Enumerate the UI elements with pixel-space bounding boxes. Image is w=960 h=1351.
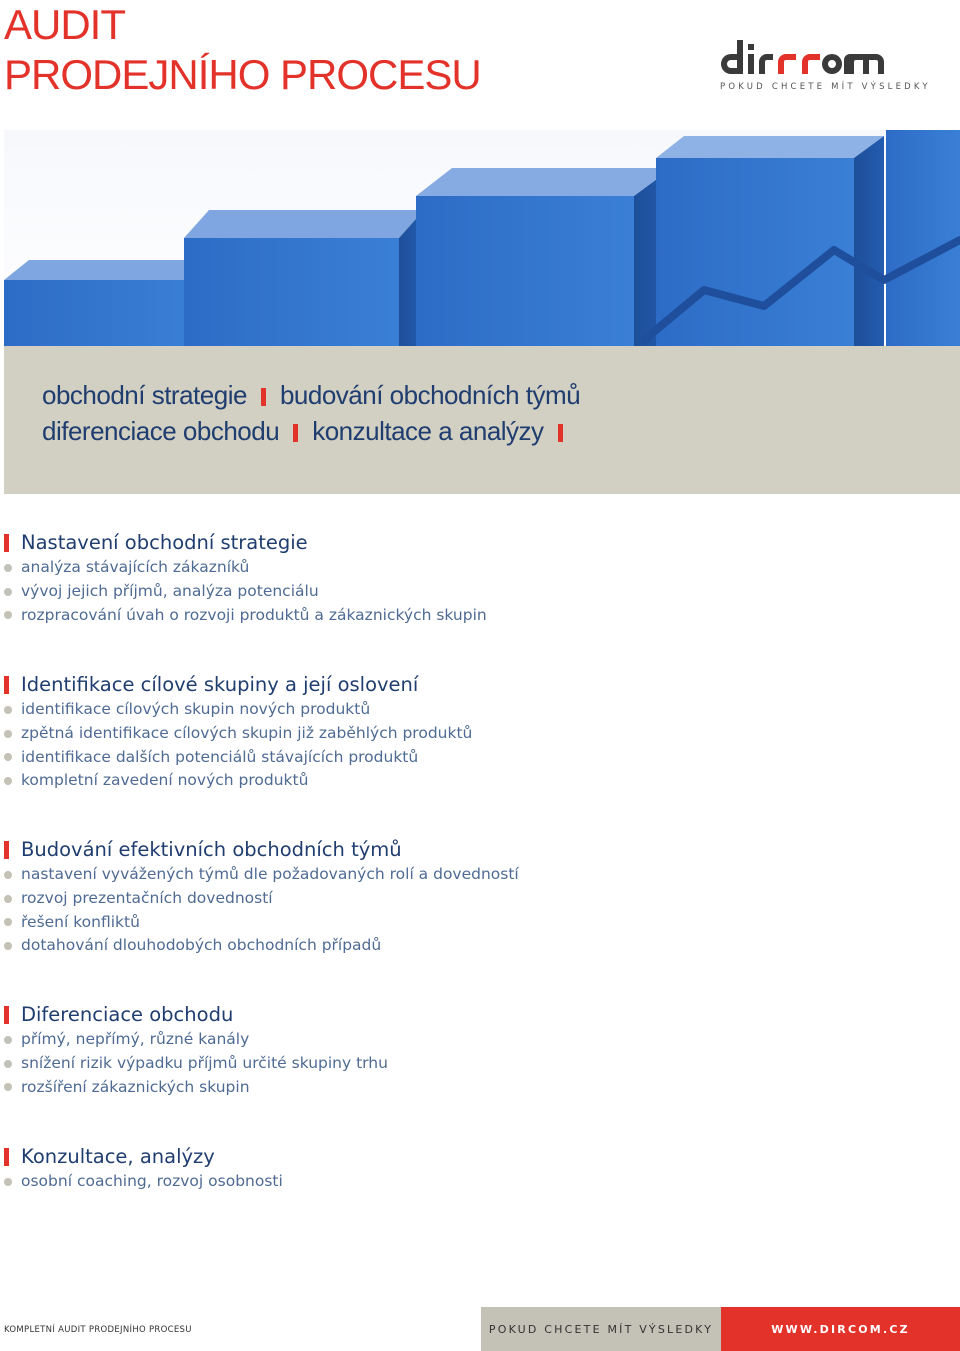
list-item xyxy=(4,746,472,770)
section-heading xyxy=(4,1002,388,1028)
footer-document-name: KOMPLETNÍ AUDIT PRODEJNÍHO PROCESU xyxy=(4,1325,192,1335)
list-item xyxy=(4,769,472,793)
bar-4 xyxy=(656,136,884,346)
list-item-text: snížení rizik výpadku příjmů určité skupiny trhu xyxy=(21,1053,388,1072)
red-marker xyxy=(4,676,9,694)
bullet-list xyxy=(4,698,472,793)
bullet-icon xyxy=(4,918,12,926)
list-item-text: identifikace dalších potenciálů stávajících produktů xyxy=(21,747,419,766)
list-item xyxy=(4,887,519,911)
list-item xyxy=(4,722,472,746)
bar-2 xyxy=(184,210,424,346)
footer-website-link[interactable]: WWW.DIRCOM.CZ xyxy=(721,1307,960,1351)
list-item-text: osobní coaching, rozvoj osobnosti xyxy=(21,1172,283,1190)
section-nastaveni-strategie xyxy=(4,530,487,627)
list-item-text: analýza stávajících zákazníků xyxy=(21,558,250,576)
section-heading xyxy=(4,672,472,698)
red-marker xyxy=(4,1148,9,1166)
list-item xyxy=(4,863,519,887)
bar-5 xyxy=(886,130,960,346)
section-diferenciace xyxy=(4,1002,388,1099)
section-heading xyxy=(4,1144,283,1170)
topics-row-1 xyxy=(42,380,580,411)
bullet-icon xyxy=(4,588,12,596)
bullet-icon xyxy=(4,1036,12,1044)
list-item xyxy=(4,604,487,628)
document-title xyxy=(4,0,481,100)
title-line-2: PRODEJNÍHO PROCESU xyxy=(4,51,481,98)
list-item xyxy=(4,698,472,722)
bullet-icon xyxy=(4,611,12,619)
list-item xyxy=(4,911,519,935)
red-marker xyxy=(4,534,9,552)
bullet-list xyxy=(4,1028,388,1099)
section-heading-text: Konzultace, analýzy xyxy=(21,1145,215,1168)
red-separator xyxy=(558,424,563,442)
red-separator xyxy=(261,388,266,406)
section-konzultace xyxy=(4,1144,283,1194)
topic-budovani-tymu: budování obchodních týmů xyxy=(279,380,581,410)
list-item-text: rozšíření zákaznických skupin xyxy=(21,1077,250,1096)
section-budovani-tymu xyxy=(4,837,519,958)
bar-3 xyxy=(416,168,672,346)
section-heading xyxy=(4,530,487,556)
list-item xyxy=(4,556,487,580)
footer-tagline: POKUD CHCETE MÍT VÝSLEDKY xyxy=(481,1307,721,1351)
dircom-wordmark xyxy=(718,34,898,82)
section-heading-text: Identifikace cílové skupiny a její oslovení xyxy=(21,673,419,696)
bullet-icon xyxy=(4,564,12,572)
bullet-icon xyxy=(4,895,12,903)
bullet-icon xyxy=(4,753,12,761)
bullet-icon xyxy=(4,1178,12,1186)
bar-chart-illustration xyxy=(4,130,960,346)
bullet-icon xyxy=(4,730,12,738)
list-item-text: přímý, nepřímý, různé kanály xyxy=(21,1030,250,1048)
list-item xyxy=(4,1028,388,1052)
list-item xyxy=(4,1170,283,1194)
bullet-list xyxy=(4,863,519,958)
list-item-text: nastavení vyvážených týmů dle požadovaných rolí a dovedností xyxy=(21,865,519,883)
section-heading xyxy=(4,837,519,863)
topic-obchodni-strategie: obchodní strategie xyxy=(42,380,247,410)
hero-bar-chart-image xyxy=(4,130,960,346)
topics-band xyxy=(4,346,960,494)
bullet-list xyxy=(4,556,487,627)
list-item xyxy=(4,1076,388,1100)
red-marker xyxy=(4,841,9,859)
topic-konzultace: konzultace a analýzy xyxy=(312,416,544,446)
list-item-text: identifikace cílových skupin nových produktů xyxy=(21,700,371,718)
section-identifikace-skupiny xyxy=(4,672,472,793)
list-item xyxy=(4,934,519,958)
list-item-text: vývoj jejich příjmů, analýza potenciálu xyxy=(21,581,319,600)
list-item xyxy=(4,580,487,604)
bullet-icon xyxy=(4,1060,12,1068)
title-line-1: AUDIT xyxy=(4,1,125,48)
topics-row-2 xyxy=(42,416,577,447)
bullet-icon xyxy=(4,777,12,785)
list-item-text: rozvoj prezentačních dovedností xyxy=(21,888,273,907)
section-heading-text: Budování efektivních obchodních týmů xyxy=(21,838,402,861)
section-heading-text: Diferenciace obchodu xyxy=(21,1003,234,1026)
list-item-text: kompletní zavedení nových produktů xyxy=(21,771,309,790)
footer xyxy=(0,1307,960,1351)
red-marker xyxy=(4,1006,9,1024)
section-heading-text: Nastavení obchodní strategie xyxy=(21,531,308,554)
list-item-text: dotahování dlouhodobých obchodních případů xyxy=(21,936,382,955)
bullet-icon xyxy=(4,706,12,714)
bullet-list xyxy=(4,1170,283,1194)
list-item xyxy=(4,1052,388,1076)
topic-diferenciace: diferenciace obchodu xyxy=(42,416,280,446)
bullet-icon xyxy=(4,1083,12,1091)
red-separator xyxy=(293,424,298,442)
bullet-icon xyxy=(4,942,12,950)
list-item-text: řešení konfliktů xyxy=(21,912,140,931)
list-item-text: zpětná identifikace cílových skupin již zaběhlých produktů xyxy=(21,723,473,742)
list-item-text: rozpracování úvah o rozvoji produktů a zákaznických skupin xyxy=(21,605,487,624)
bullet-icon xyxy=(4,871,12,879)
dircom-logo xyxy=(718,34,931,94)
logo-tagline: POKUD CHCETE MÍT VÝSLEDKY xyxy=(720,82,931,92)
